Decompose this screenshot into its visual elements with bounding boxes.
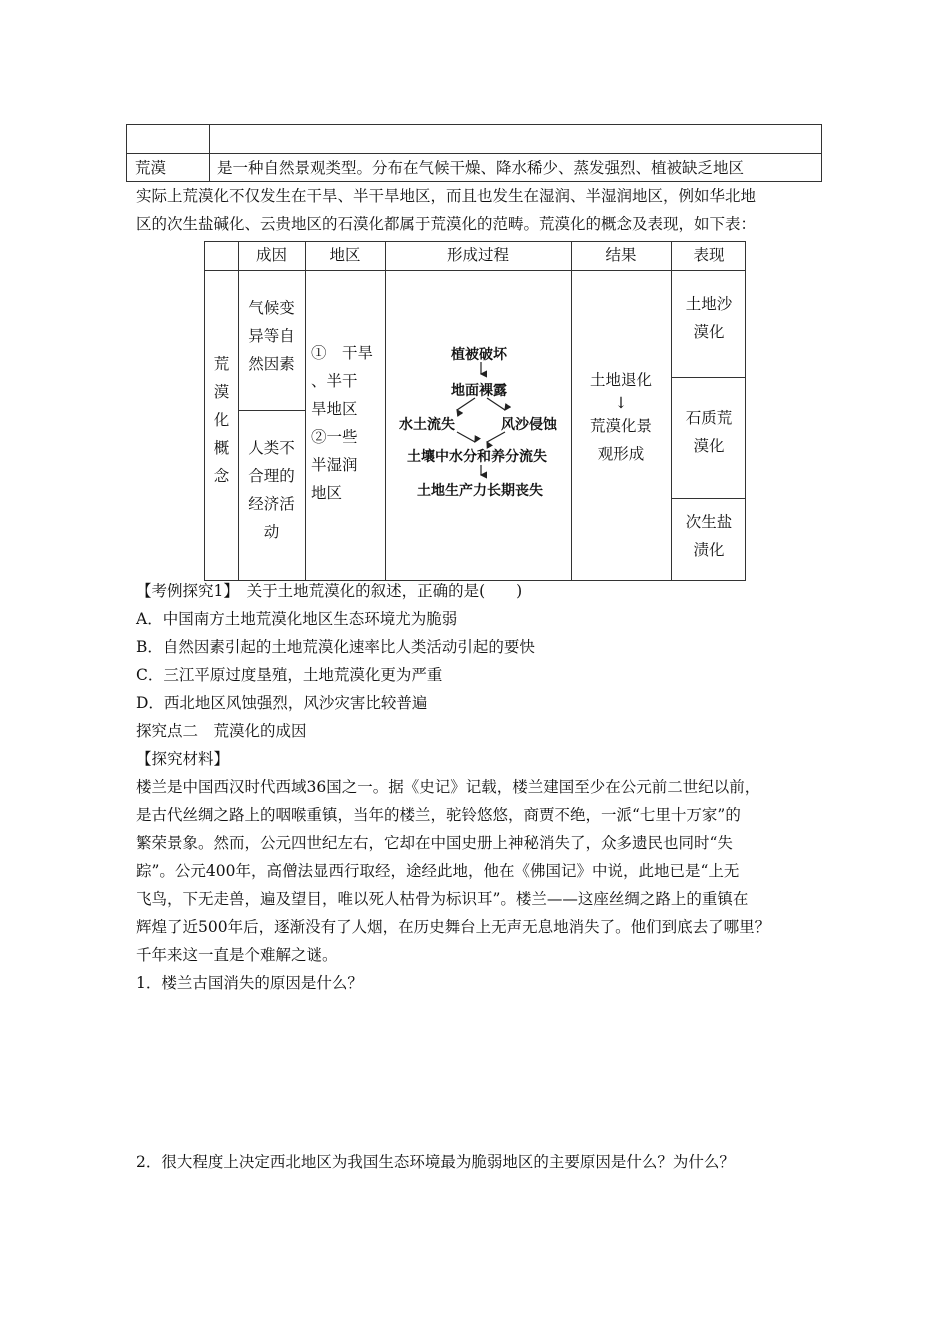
- material-label: 【探究材料】: [136, 750, 230, 768]
- question-1: 1．楼兰古国消失的原因是什么？: [136, 974, 363, 992]
- definition-table: [126, 124, 822, 182]
- material-line: 楼兰是中国西汉时代西域36国之一。据《史记》记载，楼兰建国至少在公元前二世纪以前，: [136, 778, 761, 796]
- header-manifestation: 表现: [693, 246, 725, 264]
- cause-human: 人类不 合理的 经济活 动: [248, 439, 295, 541]
- flow-step: 植被破坏: [451, 347, 507, 363]
- manifestation-sandy: 土地沙 漠化: [685, 295, 733, 341]
- definition-term: 荒漠: [135, 159, 167, 177]
- flow-step: 土地生产力长期丧失: [417, 483, 543, 499]
- section-title: 探究点二 荒漠化的成因: [136, 722, 307, 740]
- row-label: 荒 漠 化 概 念: [213, 355, 230, 485]
- option-b: B．自然因素引起的土地荒漠化速率比人类活动引起的要快: [136, 638, 535, 656]
- option-c: C．三江平原过度垦殖，土地荒漠化更为严重: [136, 666, 443, 684]
- region-list: ① 干旱 、半干 旱地区 ②一些 半湿润 地区: [311, 344, 374, 502]
- flow-step: 风沙侵蚀: [501, 417, 557, 433]
- cause-natural: 气候变 异等自 然因素: [248, 299, 295, 373]
- flow-step: 地面裸露: [451, 383, 507, 399]
- material-line: 飞鸟，下无走兽，遍及望目，唯以死人枯骨为标识耳”。楼兰——这座丝绸之路上的重镇在: [136, 890, 749, 908]
- intro-line: 区的次生盐碱化、云贵地区的石漠化都属于荒漠化的范畴。荒漠化的概念及表现，如下表：: [136, 215, 757, 233]
- question-2: 2．很大程度上决定西北地区为我国生态环境最为脆弱地区的主要原因是什么？为什么？: [136, 1153, 735, 1171]
- flow-step: 水土流失: [399, 417, 455, 433]
- formation-process-diagram: [385, 270, 571, 581]
- header-region: 地区: [329, 246, 361, 264]
- intro-line: 实际上荒漠化不仅发生在干旱、半干旱地区，而且也发生在湿润、半湿润地区，例如华北地: [136, 187, 757, 205]
- table-divider: [127, 153, 821, 154]
- header-result: 结果: [605, 246, 637, 264]
- flow-step: 土壤中水分和养分流失: [407, 449, 547, 465]
- result-cell: 土地退化 ↓ 荒漠化景 观形成: [571, 366, 671, 468]
- header-cause: 成因: [255, 246, 287, 264]
- flow-arrow: [457, 432, 475, 442]
- material-line: 繁荣景象。然而，公元四世纪左右，它却在中国史册上神秘消失了，众多遗民也同时“失: [136, 834, 733, 852]
- example-question: 【考例探究1】 关于土地荒漠化的叙述，正确的是( ): [136, 582, 523, 600]
- manifestation-rocky: 石质荒 漠化: [685, 409, 733, 455]
- material-line: 踪”。公元400年，高僧法显西行取经，途经此地，他在《佛国记》中说，此地已是“上无: [136, 862, 740, 880]
- desertification-concept-table: [204, 241, 746, 581]
- definition-text: 是一种自然景观类型。分布在气候干燥、降水稀少、蒸发强烈、植被缺乏地区: [217, 159, 745, 177]
- material-line: 千年来这一直是个难解之谜。: [136, 946, 338, 964]
- header-process: 形成过程: [446, 246, 509, 264]
- option-a: A．中国南方土地荒漠化地区生态环境尤为脆弱: [136, 610, 458, 628]
- material-line: 是古代丝绸之路上的咽喉重镇，当年的楼兰，驼铃悠悠，商贾不绝，一派“七里十万家”的: [136, 806, 741, 824]
- option-d: D．西北地区风蚀强烈，风沙灾害比较普遍: [136, 694, 428, 712]
- material-line: 辉煌了近500年后，逐渐没有了人烟，在历史舞台上无声无息地消失了。他们到底去了哪里？: [136, 918, 771, 936]
- manifestation-salinization: 次生盐 渍化: [685, 513, 733, 559]
- down-arrow-icon: ↓: [614, 394, 628, 412]
